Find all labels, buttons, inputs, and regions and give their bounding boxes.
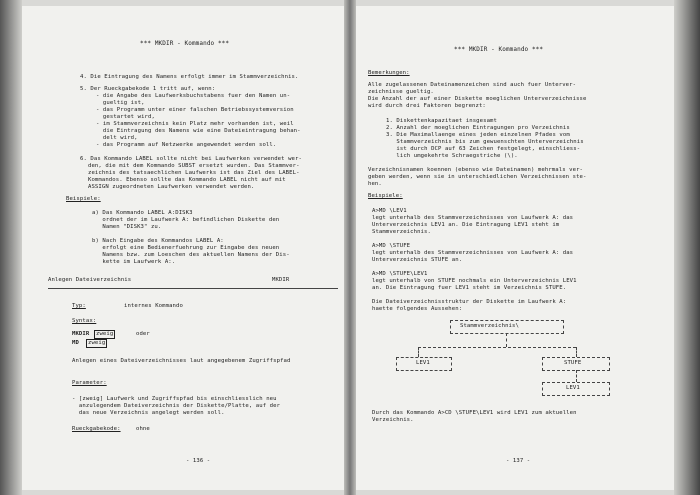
factor-line: 2. Anzahl der moeglichen Eintragungen pro Verzeichnis bbox=[386, 125, 570, 131]
factor-line: 3. Die Maximallaenge eines jeden einzelnen Pfades vom bbox=[386, 132, 570, 138]
remark-4: 4. Die Eintragung des Namens erfolgt immer im Stammverzeichnis. bbox=[80, 74, 299, 80]
remark-6-line: 6. Das Kommando LABEL sollte nicht bei Laufwerken verwendet wer- bbox=[80, 156, 302, 162]
parameter-line: das neue Verzeichnis angelegt werden soll. bbox=[72, 410, 225, 416]
intro-line: Die Anzahl der auf einer Diskette moeglichen Unterverzeichnisse bbox=[368, 96, 587, 102]
page-header: *** MKDIR - Kommando *** bbox=[140, 40, 230, 47]
structure-intro-line: haette folgendes Aussehen: bbox=[372, 306, 463, 312]
example-1-line: Stammverzeichnis. bbox=[372, 229, 431, 235]
tree-root-label: Stammverzeichnis\ bbox=[460, 323, 519, 329]
example-b-line: Namens bzw. zum Loeschen des aktuellen Namens der Dis- bbox=[92, 252, 290, 258]
example-b-line: erfolgt eine Bedienerfuehrung zur Eingabe des neuen bbox=[92, 245, 280, 251]
page-header: *** MKDIR - Kommando *** bbox=[454, 46, 544, 53]
names-note-line: geben werden, wenn sie in unterschiedlichen Verzeichnissen ste- bbox=[368, 174, 587, 180]
page-137 bbox=[356, 6, 674, 490]
type-label: Typ: bbox=[72, 303, 86, 309]
example-1-line: Unterverzeichnis LEV1 an. Die Eintragung LEV1 steht im bbox=[372, 222, 560, 228]
example-1-line: A>MD \LEV1 bbox=[372, 208, 407, 214]
parameter-line: anzulegendem Dateiverzeichnis der Diskette/Platte, auf der bbox=[72, 403, 281, 409]
outro-line: Verzeichnis. bbox=[372, 417, 414, 423]
structure-intro-line: Die Dateiverzeichnisstruktur der Diskette im Laufwerk A: bbox=[372, 299, 567, 305]
example-2-line: A>MD \STUFE bbox=[372, 243, 411, 249]
right-book-edge bbox=[674, 0, 700, 495]
left-book-edge bbox=[0, 0, 22, 495]
remark-6-line: den, die mit dem Kommando SUBST ersetzt wurden. Das Stammver- bbox=[88, 163, 300, 169]
example-b-line: kette im Laufwerk A:. bbox=[92, 259, 176, 265]
tree-connector bbox=[506, 333, 507, 347]
tree-connector bbox=[576, 347, 577, 357]
syntax-label: Syntax: bbox=[72, 318, 97, 324]
examples-heading: Beispiele: bbox=[66, 196, 101, 202]
parameter-label: Parameter: bbox=[72, 380, 107, 386]
return-code-label: Rueckgabekode: bbox=[72, 426, 121, 432]
intro-line: Alle zugelassenen Dateinamenzeichen sind auch fuer Unterver- bbox=[368, 82, 577, 88]
remark-6-line: Kommandos. Ebenso sollte das Kommando LABEL nicht auf mit bbox=[88, 177, 286, 183]
remarks-heading: Bemerkungen: bbox=[368, 70, 410, 76]
factor-line: lich umgekehrte Schraegstriche (\). bbox=[386, 153, 518, 159]
example-2-line: Unterverzeichnis STUFE an. bbox=[372, 257, 463, 263]
example-a-line: ordnet der im Laufwerk A: befindlichen Diskette den bbox=[92, 217, 280, 223]
remark-5-line: - die Angabe des Laufwerksbuchstabens fuer den Namen un- bbox=[96, 93, 291, 99]
type-value: internes Kommando bbox=[124, 303, 183, 309]
names-note-line: Verzeichnisnamen koennen (ebenso wie Dateinamen) mehrmals ver- bbox=[368, 167, 583, 173]
section-title: Anlegen Dateiverzeichnis bbox=[48, 277, 132, 283]
parameter-line: - [zweig] Laufwerk und Zugriffspfad bis einschliesslich neu bbox=[72, 396, 277, 402]
remark-5-line: - im Stammverzeichnis kein Platz mehr vorhanden ist, weil bbox=[96, 121, 294, 127]
remark-6-line: ASSIGN zugeordneten Laufwerken verwendet werden. bbox=[88, 184, 255, 190]
remark-5-line: - das Programm auf Netzwerke angewendet werden soll. bbox=[96, 142, 277, 148]
book-gutter bbox=[344, 0, 356, 495]
remark-5-line: 5. Der Rueckgabekode 1 tritt auf, wenn: bbox=[80, 86, 216, 92]
syntax-md-arg: zweig bbox=[88, 340, 106, 346]
remark-5-line: gestartet wird, bbox=[96, 114, 155, 120]
remark-6-line: zeichnis des tatsaechlichen Laufwerks ist das Ziel des LABEL- bbox=[88, 170, 300, 176]
example-b-line: b) Nach Eingabe des Kommandos LABEL A: bbox=[92, 238, 224, 244]
remark-5-line: delt wird, bbox=[96, 135, 138, 141]
page-number: - 137 - bbox=[506, 458, 531, 464]
syntax-md-cmd: MD bbox=[72, 340, 79, 346]
example-2-line: legt unterhalb des Stammverzeichnisses von Laufwerk A: das bbox=[372, 250, 574, 256]
tree-node-stufe: STUFE bbox=[564, 360, 582, 366]
command-description: Anlegen eines Dateiverzeichnisses laut angegebenem Zugriffspfad bbox=[72, 358, 291, 364]
intro-line: zeichnisse gueltig. bbox=[368, 89, 434, 95]
example-3-line: an. Die Eintragung fuer LEV1 steht im Verzeichnis STUFE. bbox=[372, 285, 567, 291]
syntax-mkdir-cmd: MKDIR bbox=[72, 331, 90, 337]
page-number: - 136 - bbox=[186, 458, 211, 464]
example-a-line: a) Das Kommando LABEL A:DISK3 bbox=[92, 210, 193, 216]
example-3-line: A>MD \STUFE\LEV1 bbox=[372, 271, 428, 277]
return-code-value: ohne bbox=[136, 426, 150, 432]
section-divider bbox=[48, 288, 338, 289]
tree-connector bbox=[418, 347, 419, 357]
section-command: MKDIR bbox=[272, 277, 290, 283]
example-1-line: legt unterhalb des Stammverzeichnisses von Laufwerk A: das bbox=[372, 215, 574, 221]
factor-line: Stammverzeichnis bis zum gewuenschten Unterverzeichnis bbox=[386, 139, 584, 145]
syntax-mkdir-arg: zweig bbox=[96, 331, 114, 337]
example-3-line: legt unterhalb von STUFE nochmals ein Unterverzeichnis LEV1 bbox=[372, 278, 577, 284]
examples-heading: Beispiele: bbox=[368, 193, 403, 199]
tree-connector bbox=[576, 370, 577, 382]
names-note-line: hen. bbox=[368, 181, 382, 187]
factor-line: ist durch DCP auf 63 Zeichen festgelegt, einschliess- bbox=[386, 146, 581, 152]
intro-line: wird durch drei Faktoren begrenzt: bbox=[368, 103, 486, 109]
tree-node-lev1: LEV1 bbox=[416, 360, 430, 366]
example-a-line: Namen "DISK3" zu. bbox=[92, 224, 162, 230]
tree-connector bbox=[418, 347, 576, 348]
remark-5-line: gueltig ist, bbox=[96, 100, 145, 106]
page-136 bbox=[22, 6, 344, 490]
factor-line: 1. Diskettenkapazitaet insgesamt bbox=[386, 118, 497, 124]
remark-5-line: die Eintragung des Namens wie eine Dateieintragung behan- bbox=[96, 128, 301, 134]
syntax-or: oder bbox=[136, 331, 150, 337]
remark-5-line: - das Programm unter einer falschen Betriebssystemversion bbox=[96, 107, 294, 113]
tree-node-sub-lev1: LEV1 bbox=[566, 385, 580, 391]
outro-line: Durch das Kommando A>CD \STUFE\LEV1 wird LEV1 zum aktuellen bbox=[372, 410, 577, 416]
